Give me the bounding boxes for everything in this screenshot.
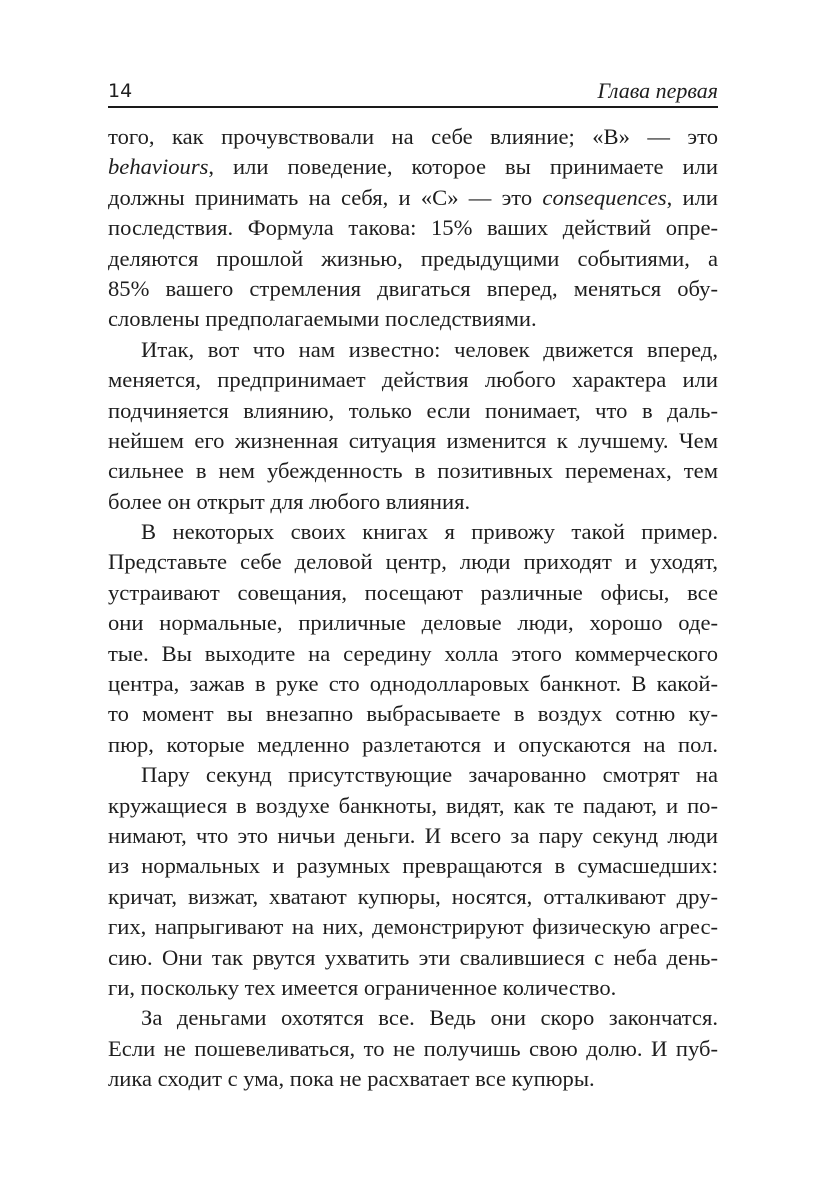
text-line: нимают, что это ничьи деньги. И всего за пару секунд люди [108, 822, 718, 848]
text-line: сию. Они так рвутся ухватить эти свалившиеся с неба день- [108, 944, 718, 970]
text-line: сильнее в нем убежденность в позитивных переменах, тем [108, 458, 718, 484]
text-line: Если не пошевеливаться, то не получишь свою долю. И пуб- [108, 1035, 718, 1061]
running-header [108, 78, 718, 108]
body-text [108, 122, 718, 1095]
paragraph [108, 1003, 718, 1094]
paragraph [108, 122, 718, 335]
text-line: то момент вы внезапно выбрасываете в воздух сотню ку- [108, 701, 718, 727]
text-line: из нормальных и разумных превращаются в сумасшедших: [108, 853, 718, 879]
text-line: 85% вашего стремления двигаться вперед, меняться обу- [108, 275, 718, 301]
text-fragment: , или поведение, которое вы принимаете или [208, 154, 718, 180]
text-line [108, 152, 718, 182]
italic-term: behaviours [108, 154, 209, 180]
text-line: За деньгами охотятся все. Ведь они скоро закончатся. [141, 1005, 718, 1031]
text-line: Пару секунд присутствующие зачарованно смотрят на [141, 762, 718, 788]
text-line: они нормальные, приличные деловые люди, хорошо оде- [108, 610, 718, 636]
text-line: более он открыт для любого влияния. [108, 488, 471, 514]
text-line: центра, зажав в руке сто однодолларовых банкнот. В какой- [108, 671, 718, 697]
text-fragment: , или [666, 184, 718, 210]
italic-term: consequences [542, 184, 667, 210]
text-line: словлены предполагаемыми последствиями. [108, 306, 537, 332]
text-fragment: должны принимать на себя, и «C» — это [108, 184, 543, 210]
text-line: Представьте себе деловой центр, люди приходят и уходят, [108, 549, 718, 575]
paragraph [108, 760, 718, 1003]
text-line: устраивают совещания, посещают различные офисы, все [108, 579, 718, 605]
text-line: В некоторых своих книгах я привожу такой пример. [141, 519, 718, 545]
text-line: меняется, предпринимает действия любого характера или [108, 367, 718, 393]
text-line: лика сходит с ума, пока не расхватает все купюры. [108, 1066, 595, 1092]
text-line: того, как прочувствовали на себе влияние; «B» — это [108, 124, 718, 149]
text-line: гих, напрыгивают на них, демонстрируют физическую агрес- [108, 914, 718, 940]
text-line: пюр, которые медленно разлетаются и опускаются на пол. [108, 731, 718, 757]
text-line [108, 183, 718, 213]
text-line: тые. Вы выходите на середину холла этого коммерческого [108, 640, 718, 666]
page-number: 14 [108, 80, 133, 102]
paragraph [108, 335, 718, 517]
text-line: подчиняется влиянию, только если понимает, что в даль- [108, 397, 718, 423]
text-line: Итак, вот что нам известно: человек движется вперед, [141, 336, 718, 362]
text-line: ги, поскольку тех имеется ограниченное количество. [108, 974, 617, 1000]
text-line: нейшем его жизненная ситуация изменится к лучшему. Чем [108, 427, 718, 453]
text-line: кружащиеся в воздухе банкноты, видят, как те падают, и по- [108, 792, 718, 818]
chapter-title: Глава первая [597, 78, 718, 103]
text-line: деляются прошлой жизнью, предыдущими событиями, а [108, 245, 718, 271]
paragraph [108, 517, 718, 760]
text-line: последствия. Формула такова: 15% ваших действий опре- [108, 215, 718, 241]
text-line: кричат, визжат, хватают купюры, носятся, отталкивают дру- [108, 883, 718, 909]
